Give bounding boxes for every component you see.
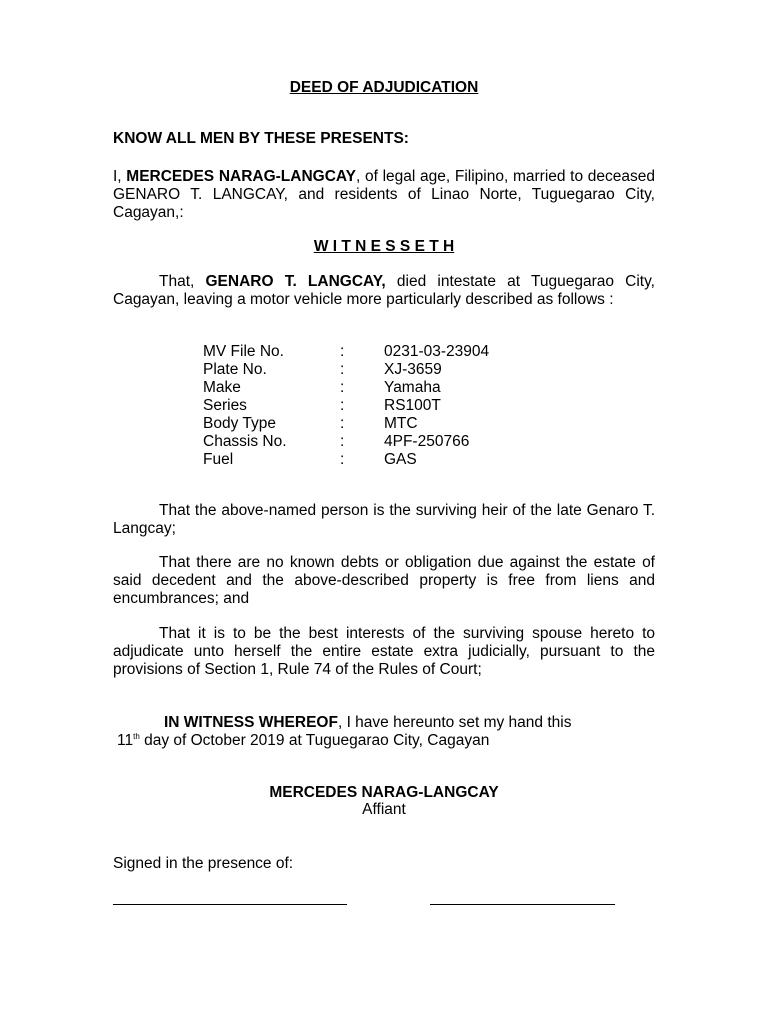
witness-clause-line1 xyxy=(113,714,655,732)
document-title: DEED OF ADJUDICATION xyxy=(289,79,479,96)
intro-rest: , of legal age, Filipino, married to deceased GENARO T. LANGCAY, and residents of Linao Norte, Tuguegarao City, Cagayan,: xyxy=(113,168,655,221)
vehicle-row xyxy=(203,361,489,379)
paragraph-decedent xyxy=(113,273,655,309)
vehicle-label: MV File No. xyxy=(203,343,284,360)
opening-phrase: KNOW ALL MEN BY THESE PRESENTS: xyxy=(113,130,409,147)
vehicle-value: 4PF-250766 xyxy=(384,433,470,450)
witness-day: 11 xyxy=(117,732,134,749)
vehicle-value: RS100T xyxy=(384,397,441,414)
vehicle-separator: : xyxy=(340,379,345,396)
witness-signature-line-1 xyxy=(113,904,347,905)
witness-line2: day of October 2019 at Tuguegarao City, Cagayan xyxy=(139,732,490,749)
vehicle-label: Series xyxy=(203,397,247,414)
witnesseth-heading: W I T N E S S E T H xyxy=(313,238,455,255)
paragraph-adjudication: That it is to be the best interests of the surviving spouse hereto to adjudicate unto herself the entire estate extra judicially, pursuant to the provisions of Section 1, Rule 74 of the Rules of Court; xyxy=(113,625,655,678)
vehicle-label: Make xyxy=(203,379,241,396)
vehicle-separator: : xyxy=(340,343,345,360)
vehicle-label: Body Type xyxy=(203,415,276,432)
para1-rest: died intestate at Tuguegarao City, Cagayan, leaving a motor vehicle more particularly described as follows : xyxy=(113,273,655,308)
vehicle-value: Yamaha xyxy=(384,379,441,396)
intro-pre: I, xyxy=(113,168,127,185)
signatory-role: Affiant xyxy=(362,801,406,818)
vehicle-separator: : xyxy=(340,361,345,378)
vehicle-separator: : xyxy=(340,433,345,450)
decedent-name: GENARO T. LANGCAY, xyxy=(205,273,386,290)
vehicle-separator: : xyxy=(340,415,345,432)
vehicle-details-table xyxy=(203,343,489,469)
vehicle-separator: : xyxy=(340,397,345,414)
vehicle-separator: : xyxy=(340,451,345,468)
para1-pre: That, xyxy=(159,273,206,290)
vehicle-row xyxy=(203,343,489,361)
vehicle-row xyxy=(203,433,489,451)
witness-day-suffix: th xyxy=(133,732,140,741)
paragraph-heir: That the above-named person is the surviving heir of the late Genaro T. Langcay; xyxy=(113,502,655,537)
signatory-name: MERCEDES NARAG-LANGCAY xyxy=(269,784,499,801)
paragraph-debts: That there are no known debts or obligation due against the estate of said decedent and the above-described property is free from liens and encumbrances; and xyxy=(113,554,655,607)
vehicle-value: MTC xyxy=(384,415,418,432)
vehicle-row xyxy=(203,379,489,397)
vehicle-row xyxy=(203,451,489,469)
vehicle-label: Plate No. xyxy=(203,361,267,378)
affiant-name: MERCEDES NARAG-LANGCAY xyxy=(126,168,357,185)
vehicle-row xyxy=(203,415,489,433)
witness-rest: , I have hereunto set my hand this xyxy=(337,714,572,731)
witness-whereof: IN WITNESS WHEREOF xyxy=(164,714,338,731)
vehicle-value: XJ-3659 xyxy=(384,361,442,378)
presence-label: Signed in the presence of: xyxy=(113,855,294,872)
vehicle-label: Fuel xyxy=(203,451,234,468)
vehicle-value: GAS xyxy=(384,451,417,468)
witness-clause-line2 xyxy=(117,732,659,750)
intro-paragraph xyxy=(113,168,655,222)
vehicle-value: 0231-03-23904 xyxy=(384,343,490,360)
vehicle-label: Chassis No. xyxy=(203,433,287,450)
vehicle-row xyxy=(203,397,489,415)
witness-signature-line-2 xyxy=(430,904,615,905)
